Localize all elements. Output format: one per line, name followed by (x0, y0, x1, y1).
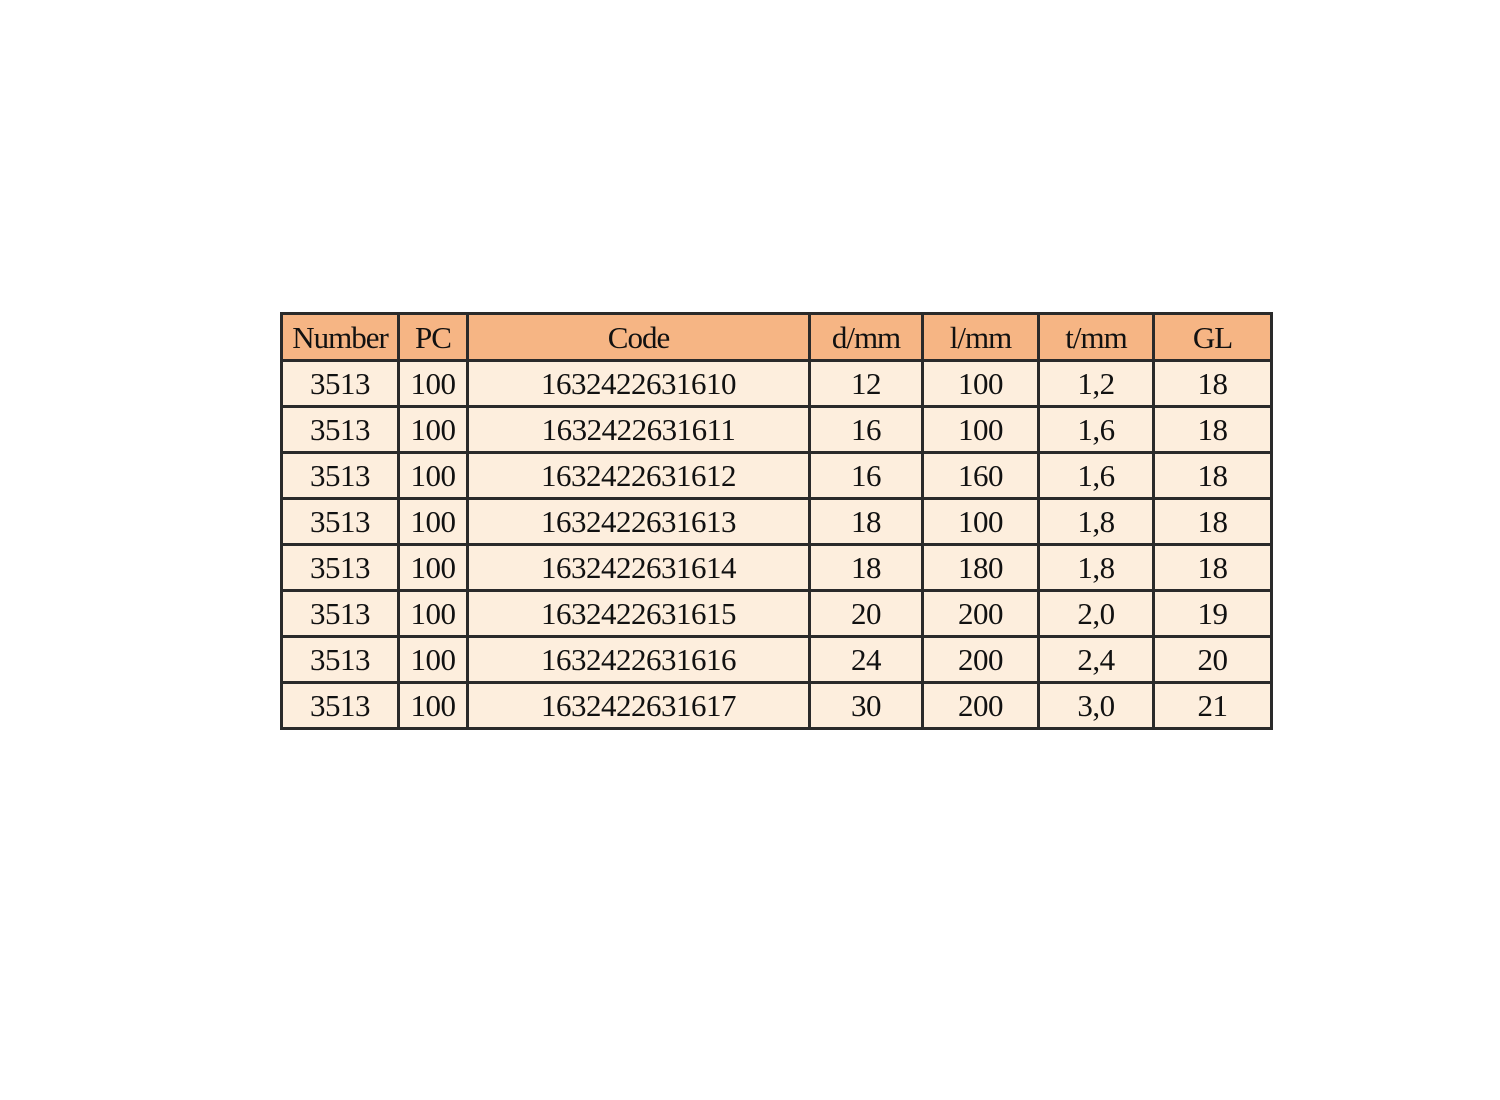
cell-d-mm: 12 (810, 361, 923, 407)
cell-d-mm: 18 (810, 499, 923, 545)
cell-d-mm: 16 (810, 453, 923, 499)
cell-l-mm: 100 (923, 361, 1039, 407)
cell-pc: 100 (399, 361, 468, 407)
column-header-pc: PC (399, 314, 468, 361)
column-header-gl: GL (1154, 314, 1272, 361)
table-row (282, 637, 1272, 683)
cell-l-mm: 100 (923, 499, 1039, 545)
cell-pc: 100 (399, 637, 468, 683)
cell-gl: 18 (1154, 545, 1272, 591)
cell-t-mm: 1,6 (1039, 407, 1154, 453)
cell-gl: 18 (1154, 361, 1272, 407)
column-header-t-mm: t/mm (1039, 314, 1154, 361)
cell-t-mm: 2,4 (1039, 637, 1154, 683)
cell-gl: 20 (1154, 637, 1272, 683)
cell-code: 1632422631616 (468, 637, 810, 683)
cell-code: 1632422631617 (468, 683, 810, 729)
cell-number: 3513 (282, 545, 399, 591)
table-body (282, 361, 1272, 729)
table-row (282, 591, 1272, 637)
cell-l-mm: 200 (923, 637, 1039, 683)
cell-pc: 100 (399, 591, 468, 637)
cell-gl: 21 (1154, 683, 1272, 729)
cell-l-mm: 180 (923, 545, 1039, 591)
spec-table (280, 312, 1273, 730)
cell-gl: 18 (1154, 453, 1272, 499)
cell-number: 3513 (282, 453, 399, 499)
cell-t-mm: 1,8 (1039, 545, 1154, 591)
cell-code: 1632422631613 (468, 499, 810, 545)
column-header-d-mm: d/mm (810, 314, 923, 361)
column-header-code: Code (468, 314, 810, 361)
cell-d-mm: 24 (810, 637, 923, 683)
cell-code: 1632422631611 (468, 407, 810, 453)
table-row (282, 453, 1272, 499)
cell-t-mm: 2,0 (1039, 591, 1154, 637)
table-row (282, 545, 1272, 591)
cell-t-mm: 1,6 (1039, 453, 1154, 499)
cell-code: 1632422631612 (468, 453, 810, 499)
column-header-number: Number (282, 314, 399, 361)
cell-l-mm: 200 (923, 683, 1039, 729)
table-row (282, 683, 1272, 729)
cell-l-mm: 100 (923, 407, 1039, 453)
cell-code: 1632422631610 (468, 361, 810, 407)
cell-d-mm: 16 (810, 407, 923, 453)
cell-gl: 18 (1154, 407, 1272, 453)
cell-number: 3513 (282, 637, 399, 683)
cell-t-mm: 3,0 (1039, 683, 1154, 729)
cell-pc: 100 (399, 499, 468, 545)
header-row (282, 314, 1272, 361)
cell-pc: 100 (399, 545, 468, 591)
cell-number: 3513 (282, 683, 399, 729)
cell-pc: 100 (399, 683, 468, 729)
cell-number: 3513 (282, 361, 399, 407)
table-row (282, 361, 1272, 407)
cell-number: 3513 (282, 591, 399, 637)
cell-d-mm: 30 (810, 683, 923, 729)
cell-d-mm: 20 (810, 591, 923, 637)
cell-number: 3513 (282, 499, 399, 545)
table-row (282, 499, 1272, 545)
column-header-l-mm: l/mm (923, 314, 1039, 361)
cell-d-mm: 18 (810, 545, 923, 591)
cell-gl: 19 (1154, 591, 1272, 637)
cell-pc: 100 (399, 453, 468, 499)
cell-number: 3513 (282, 407, 399, 453)
cell-code: 1632422631614 (468, 545, 810, 591)
table-row (282, 407, 1272, 453)
cell-t-mm: 1,8 (1039, 499, 1154, 545)
cell-t-mm: 1,2 (1039, 361, 1154, 407)
cell-gl: 18 (1154, 499, 1272, 545)
cell-code: 1632422631615 (468, 591, 810, 637)
cell-l-mm: 200 (923, 591, 1039, 637)
cell-pc: 100 (399, 407, 468, 453)
cell-l-mm: 160 (923, 453, 1039, 499)
